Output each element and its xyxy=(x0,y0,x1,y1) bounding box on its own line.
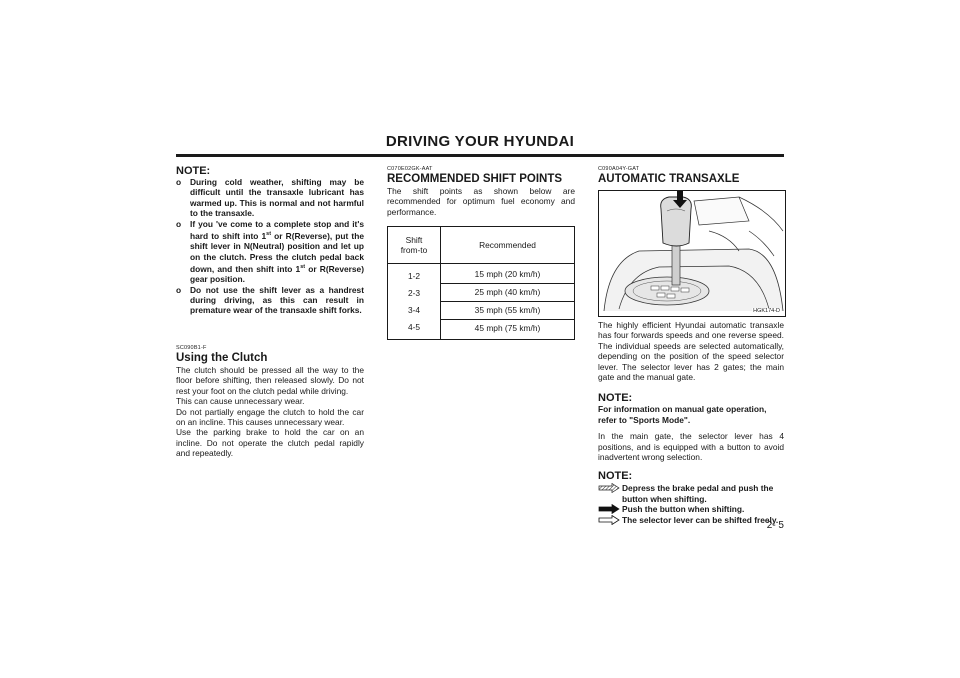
arrow-legend-item xyxy=(598,483,784,504)
solid-arrow-icon xyxy=(598,504,620,514)
section-code: C090A04Y-GAT xyxy=(598,166,640,172)
bullet: o xyxy=(176,218,182,229)
header-line: Shift xyxy=(405,235,423,246)
section-code: SC090B1-F xyxy=(176,344,207,351)
shift-points-heading: RECOMMENDED SHIFT POINTS xyxy=(387,173,563,185)
note-item-text-part: If you 've come to a complete stop and it's hard to shift into 1 xyxy=(190,218,364,241)
outline-arrow-icon xyxy=(598,515,620,525)
gear-selector-illustration xyxy=(599,191,785,316)
table-cell-shift: 2-3 xyxy=(407,287,421,298)
table-cell-speed: 25 mph (40 km/h) xyxy=(441,284,574,302)
note-item-text: Do not use the shift lever as a handrest during driving, as this can result in premature wear of the transaxle shift forks. xyxy=(190,284,364,316)
page-number: 2- 5 xyxy=(766,520,784,531)
table-cell-speed: 45 mph (75 km/h) xyxy=(474,323,541,334)
table-cell-speed: 35 mph (55 km/h) xyxy=(441,302,574,320)
note-text: For information on manual gate operation, refer to "Sports Mode". xyxy=(598,404,767,425)
header-line: from-to xyxy=(400,245,428,256)
bullet: o xyxy=(176,177,182,187)
arrow-legend-item xyxy=(598,504,784,514)
bullet: o xyxy=(176,284,182,295)
note-item-complete-stop xyxy=(176,219,364,285)
column-3 xyxy=(598,163,784,525)
table-cell-shift: 4-5 xyxy=(407,321,421,332)
table-cell-shift: 1-2 xyxy=(407,270,421,281)
automatic-transaxle-heading: AUTOMATIC TRANSAXLE xyxy=(598,173,740,185)
gear-selector-figure xyxy=(598,190,786,317)
shift-points-intro: The shift points as shown below are recommended for optimum fuel economy and performance. xyxy=(387,186,575,217)
superscript: st xyxy=(300,264,306,271)
note-heading: NOTE: xyxy=(176,165,211,177)
arrow-legend-text: Depress the brake pedal and push the button when shifting. xyxy=(622,483,774,504)
page-header-title: DRIVING YOUR HYUNDAI xyxy=(385,133,575,150)
note-item-cold-weather xyxy=(176,177,364,219)
clutch-paragraph: Do not partially engage the clutch to hold the car on an incline. This causes unnecessary wear. xyxy=(176,406,364,427)
clutch-heading: Using the Clutch xyxy=(176,351,268,364)
column-2 xyxy=(387,163,575,340)
main-gate-paragraph: In the main gate, the selector lever has 4 positions, and is equipped with a button to avoid inadvertent wrong selection. xyxy=(598,431,784,463)
transaxle-paragraph: The highly efficient Hyundai automatic transaxle has four forwards speeds and one reverse speed. The individual speeds are selected automatically, depending on the position of the speed selector lever. The selector lever has 2 gates; the main gate and the manual gate. xyxy=(598,320,784,383)
table-cell-shift: 3-4 xyxy=(407,304,421,315)
table-header-recommended: Recommended xyxy=(441,227,575,264)
note-item-text-part: or R(Reverse) gear position. xyxy=(190,263,364,285)
shift-points-table xyxy=(387,226,575,340)
arrow-legend xyxy=(598,483,784,525)
clutch-paragraph: The clutch should be pressed all the way to the floor before shifting, then released slowly. Do not rest your foot on the clutch pedal while driving. xyxy=(176,364,364,396)
figure-caption: HGK174-D xyxy=(753,308,780,314)
note-heading: NOTE: xyxy=(598,392,633,405)
striped-arrow-icon xyxy=(598,483,620,493)
header-rule xyxy=(176,154,784,157)
note-item-handrest xyxy=(176,285,364,316)
note-item-text-part: or R(Reverse), put the shift lever in N(Neutral) position and let up on the clutch. Press the clutch pedal back down, and then shift into 1 xyxy=(190,230,364,274)
column-1 xyxy=(176,163,364,459)
note-list xyxy=(176,177,364,316)
table-body-row xyxy=(388,264,575,340)
note-item-text: During cold weather, shifting may be difficult until the transaxle lubricant has warmed up. This is normal and not harmful to the transaxle. xyxy=(190,177,364,219)
arrow-legend-text: Push the button when shifting. xyxy=(622,504,745,515)
clutch-paragraph: This can cause unnecessary wear. xyxy=(176,396,305,407)
section-code: C070E02GK-AAT xyxy=(387,166,433,172)
arrow-legend-text: The selector lever can be shifted freely. xyxy=(622,514,779,525)
clutch-paragraph: Use the parking brake to hold the car on an incline. Do not operate the clutch pedal rapidly and repeatedly. xyxy=(176,427,364,459)
superscript: st xyxy=(266,231,272,238)
table-header-shift xyxy=(388,227,441,264)
shift-cell-group xyxy=(388,264,441,340)
table-header-row xyxy=(388,227,575,264)
table-cell-speed: 15 mph (20 km/h) xyxy=(441,266,574,284)
speed-cell-group xyxy=(441,264,575,340)
note-heading: NOTE: xyxy=(598,470,633,483)
